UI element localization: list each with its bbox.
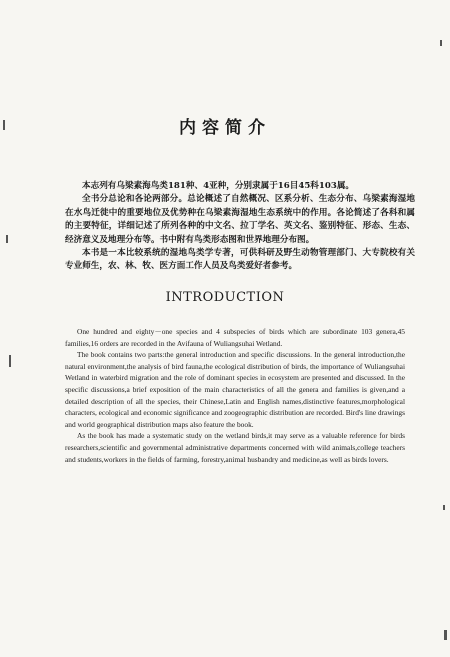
chinese-paragraph-1: 本志列有乌梁素海鸟类181种、4亚种，分别隶属于16目45科103属。 [82,181,355,191]
chinese-paragraph-3: 本书是一本比较系统的湿地鸟类学专著，可供科研及野生动物管理部门、大专院校有关专业师生，农、林、牧、医方面工作人员及鸟类爱好者参考。 [65,248,415,272]
english-summary [65,326,405,465]
chinese-title: 内容简介 [179,118,271,138]
chinese-paragraph-2: 全书分总论和各论两部分。总论概述了自然概况、区系分析、生态分布、乌梁素海湿地在水鸟迁徙中的重要地位及优势种在乌梁素海湿地生态系统中的作用。各论简述了各科和属的主要特征，详细记述了所列各种的中文名、拉丁学名、英文名、鉴别特征、形态、生态、经济意义及地理分布等。书中附有鸟类形态图和世界地理分布图。 [65,194,415,245]
scan-mark-right-3 [444,630,447,640]
scan-mark-right-1 [440,40,442,46]
english-paragraph-3: As the book has made a systematic study on the wetland birds,it may serve as a valuable reference for birds researchers,scientific and governmental administrative departments concerned with wild animals,college teachers and students,workers in the fields of farming, forestry,animal husbandry and medicine,as well as birds lovers. [65,431,405,464]
scan-mark-left-3 [9,355,11,367]
scan-mark-right-2 [443,505,445,510]
english-paragraph-2: The book contains two parts:the general introduction and specific discussions. In the general introduction,the natural environment,the analysis of bird fauna,the ecological distribution of birds, the importance of Wuliangsuhai Wetland in waterbird migration and the role of dominant species in ecosystem are presented and discussed. In the specific discussions,a brief exposition of the main characteristics of all the genera and families is given,and a detailed description of all the species, their Chinese,Latin and English names,distinctive features,morphological characters, ecological and economic significance and zoogeographic distribution are recorded. Bird's line drawings and world geographical distribution maps also feature the book. [65,350,405,429]
english-title: INTRODUCTION [165,290,285,305]
english-paragraph-1: One hundred and eighty－one species and 4 subspecies of birds which are subordinate 103 genera,45 families,16 orders are recorded in the Avifauna of Wuliangsuhai Wetland. [65,327,405,348]
scan-mark-left-2 [6,235,8,243]
chinese-summary [65,180,415,274]
